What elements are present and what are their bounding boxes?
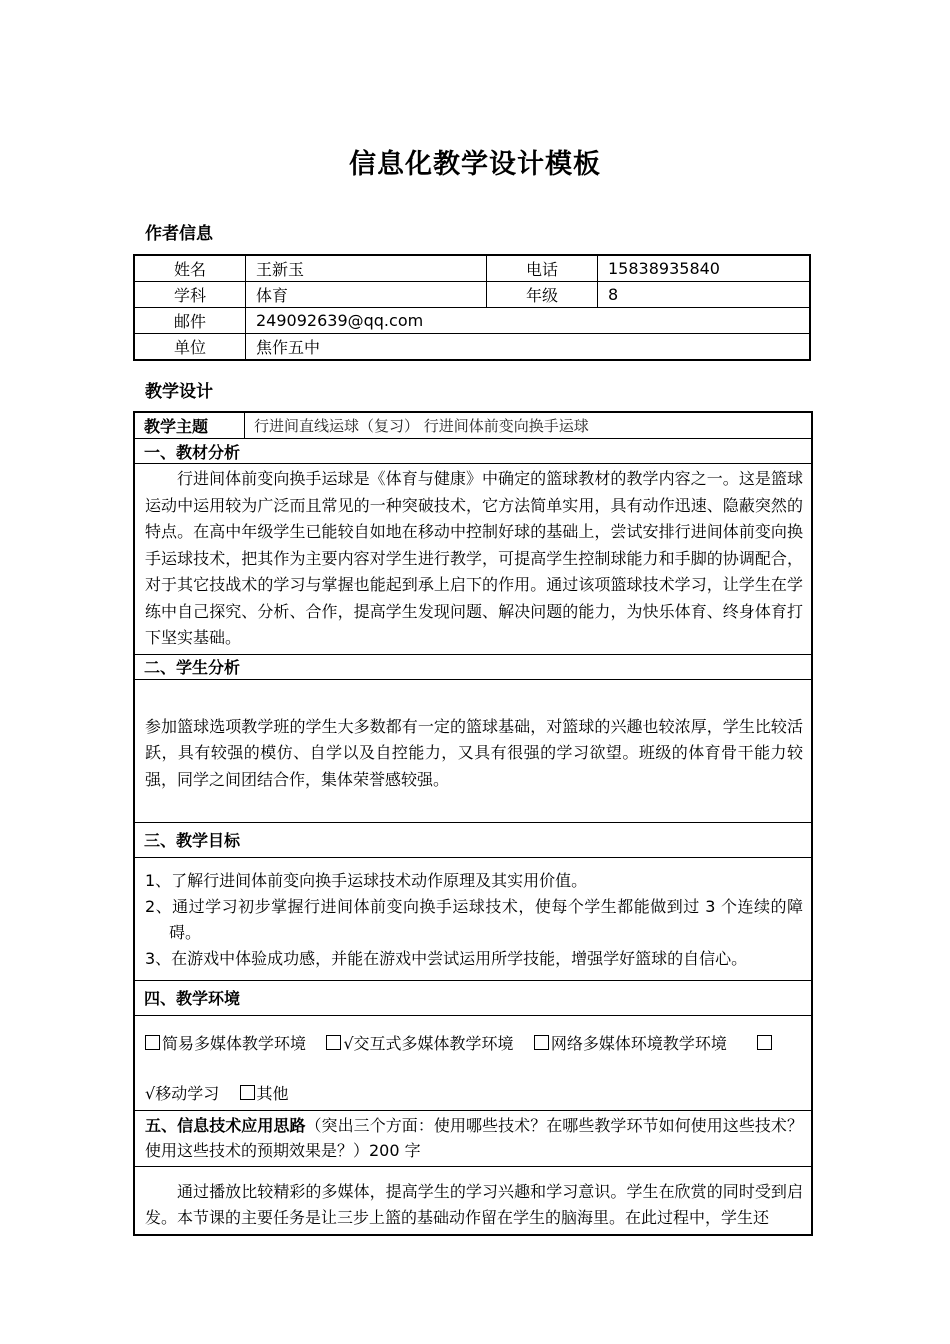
materials-heading: 一、教材分析 — [134, 439, 812, 464]
email-label: 邮件 — [134, 308, 246, 334]
table-row — [134, 1015, 812, 1110]
phone-value: 15838935840 — [598, 255, 811, 282]
table-row — [134, 464, 812, 655]
table-row — [134, 679, 812, 822]
table-row — [134, 334, 810, 361]
table-row — [134, 282, 810, 308]
environment-heading: 四、教学环境 — [134, 980, 812, 1015]
teaching-design-heading: 教学设计 — [145, 382, 213, 402]
name-label: 姓名 — [134, 255, 246, 282]
table-row — [134, 857, 812, 980]
table-row — [134, 654, 812, 679]
table-row — [134, 1110, 812, 1166]
tech-text: 通过播放比较精彩的多媒体，提高学生的学习兴趣和学习意识。学生在欣赏的同时受到启发。本节课的主要任务是让三步上篮的基础动作留在学生的脑海里。在此过程中，学生还 — [134, 1166, 812, 1235]
env-option-interactive[interactable]: √交互式多媒体教学环境 — [326, 1034, 513, 1053]
checkbox-icon[interactable] — [534, 1035, 549, 1050]
table-row — [134, 412, 812, 439]
name-value: 王新玉 — [246, 255, 487, 282]
env-option-mobile[interactable]: √移动学习 — [145, 1083, 220, 1103]
students-text: 参加篮球选项教学班的学生大多数都有一定的篮球基础，对篮球的兴趣也较浓厚，学生比较活跃，具有较强的模仿、自学以及自控能力，又具有很强的学习欲望。班级的体育骨干能力较强，同学之间团结合作，集体荣誉感较强。 — [134, 679, 812, 822]
table-row — [134, 980, 812, 1015]
goals-heading: 三、教学目标 — [134, 822, 812, 857]
env-option-other[interactable]: 其他 — [240, 1084, 289, 1103]
students-heading: 二、学生分析 — [134, 654, 812, 679]
topic-value: 行进间直线运球（复习） 行进间体前变向换手运球 — [245, 412, 813, 439]
list-item: 1、了解行进间体前变向换手运球技术动作原理及其实用价值。 — [145, 870, 588, 890]
goals-cell — [134, 857, 812, 980]
table-row — [134, 1166, 812, 1235]
checkbox-icon[interactable] — [757, 1035, 772, 1050]
table-row — [134, 308, 810, 334]
table-row — [134, 822, 812, 857]
subject-value: 体育 — [246, 282, 487, 308]
goals-list — [145, 868, 803, 972]
table-row — [134, 439, 812, 464]
email-value: 249092639@qq.com — [246, 308, 811, 334]
materials-text: 行进间体前变向换手运球是《体育与健康》中确定的篮球教材的教学内容之一。这是篮球运动中运用较为广泛而且常见的一种突破技术，它方法简单实用，具有动作迅速、隐蔽突然的特点。在高中年级学生已能较自如地在移动中控制好球的基础上，尝试安排行进间体前变向换手运球技术，把其作为主要内容对学生进行教学，可提高学生控制球能力和手脚的协调配合，对于其它技战术的学习与掌握也能起到承上启下的作用。通过该项篮球技术学习，让学生在学练中自己探究、分析、合作，提高学生发现问题、解决问题的能力，为快乐体育、终身体育打下坚实基础。 — [134, 464, 812, 655]
list-item: 2、通过学习初步掌握行进间体前变向换手运球技术，使每个学生都能做到过 3 个连续的障碍。 — [145, 896, 803, 942]
tech-heading: 五、信息技术应用思路 — [145, 1115, 306, 1135]
checkbox-icon[interactable] — [326, 1035, 341, 1050]
author-info-heading: 作者信息 — [145, 224, 213, 244]
checkbox-icon[interactable] — [145, 1035, 160, 1050]
grade-value: 8 — [598, 282, 811, 308]
phone-label: 电话 — [487, 255, 598, 282]
unit-label: 单位 — [134, 334, 246, 361]
table-row — [134, 255, 810, 282]
teaching-design-table — [133, 411, 813, 1236]
environment-cell — [134, 1015, 812, 1110]
tech-heading-cell — [134, 1110, 812, 1166]
tech-note: （突出三个方面：使用哪些技术？在哪些教学环节如何使用这些技术？使用这些技术的预期效果是？）200 字 — [145, 1115, 803, 1160]
topic-label: 教学主题 — [134, 412, 245, 439]
list-item: 3、在游戏中体验成功感，并能在游戏中尝试运用所学技能，增强学好篮球的自信心。 — [145, 948, 748, 968]
subject-label: 学科 — [134, 282, 246, 308]
env-option-simple[interactable]: 简易多媒体教学环境 — [145, 1034, 306, 1053]
checkbox-icon[interactable] — [240, 1085, 255, 1100]
document-title: 信息化教学设计模板 — [349, 149, 601, 180]
author-info-table — [133, 254, 811, 361]
grade-label: 年级 — [487, 282, 598, 308]
env-option-network[interactable]: 网络多媒体环境教学环境 — [534, 1034, 727, 1053]
unit-value: 焦作五中 — [246, 334, 811, 361]
